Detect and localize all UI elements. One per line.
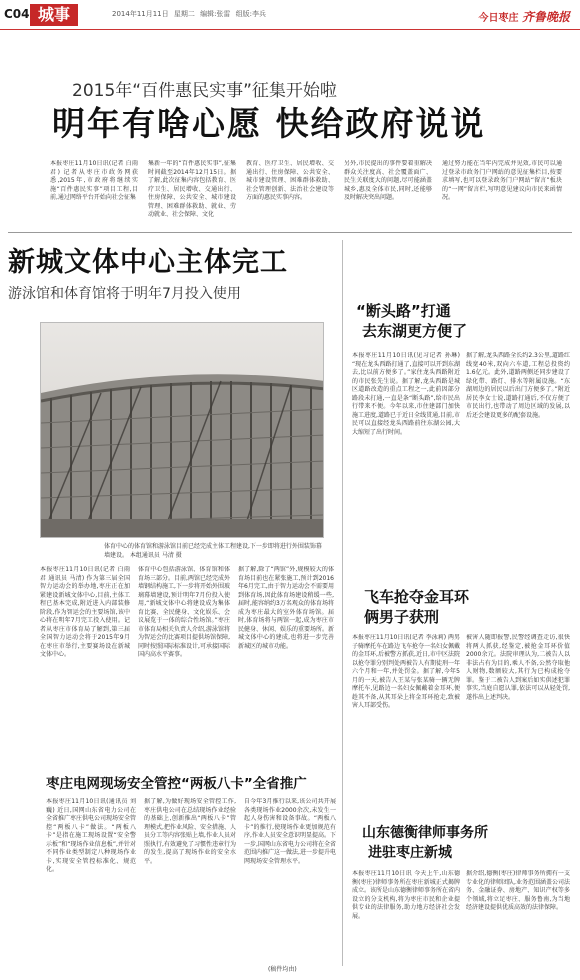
paper-prefix: 今日枣庄: [478, 13, 519, 24]
photo-caption: 体育中心的体育馆和游泳馆目前已经完成主体工程建设,下一步即将进行外围装饰幕墙建设。 本组通讯员 马清 摄: [104, 543, 322, 559]
dateline: 2014年11月11日 星期二 编辑:张雷 组版:李兵: [112, 10, 267, 18]
robbery-column-1: 本报枣庄11月10日讯(记者 李泳莉) 两男子骑摩托车在路边飞车抢夺一名妇女佩戴的金耳环,后被警方抓获,近日,市中区法院以抢夺罪分别判处两被告人有期徒刑一年六个月和一年,并处罚金。据了解,今年5月的一天,被告人王某与张某骑一辆无牌摩托车,见路边一名妇女佩戴着金耳环,便趁其不备,从其耳朵上将金耳环抢走,致被害人耳部受伤。: [352, 634, 460, 709]
road-headline-line-1: “断头路”打通: [356, 302, 451, 320]
lead-column-5: 通过努力能在当年内完成并见效,市民可以通过登录市政务门户网站的意见征集栏目,按要求填写,也可以登录政务门户网站“留言”板块的“一网”留言栏,写明意见建议向市民来函情况。: [442, 160, 562, 201]
masthead: [0, 0, 580, 30]
newspaper-name: [479, 8, 571, 25]
culture-column-2: 体育中心包括游泳馆、体育馆和体育场三部分。目前,两馆已经完成外墙钢结构施工,下一步将开始外围玻璃幕墙建设,预计明年7月份投入使用,“新城文体中心将建设成为集体育比赛、全民健身、文化娱乐、会议展览于一体的综合性场馆。”枣庄市体育局相关负责人介绍,游泳馆将为智运会的比赛项目提供场馆保障,同时按照国际标准设计,可承接国际国内高水平赛事。: [138, 566, 230, 658]
paper-brand-logo: 齐鲁晚报: [521, 10, 570, 24]
safety-headline: 枣庄电网现场安全管控“两板八卡”全省推广: [46, 776, 307, 792]
section-label: 城事: [30, 4, 78, 26]
safety-column-1: 本报枣庄11月10日讯(通讯员 刘巍) 近日,国网山东省电力公司在全省推广枣庄供电公司现场安全管控“两板八卡”做法。“两板八卡”是指在施工现场设置“安全警示板”和“现场作业信息板”,并针对不同作业类型制定八种现场作业卡,实现安全管控标准化、规范化。: [46, 798, 136, 873]
lead-column-4: 另外,市民提出的事件要着重解决群众关注度高、社会覆盖面广、民生关联度大的问题,尽可能涵盖城乡,惠及全体市民,同时,还能够及时解决突出问题。: [344, 160, 432, 201]
lead-column-1: 本报枣庄11月10日讯(记者 白雨君) 记者从枣庄市政务网获悉,2015年,市政府将继续实施“百件惠民实事”项目工程,目前,通过网络平台开始向社会征集: [50, 160, 138, 201]
law-firm-headline-line-1: 山东德衡律师事务所: [362, 825, 488, 841]
road-column-2: 据了解,龙头西路全长约2.3公里,道路红线宽40米,双向六车道,工程总投资约1.6亿元。此外,道路两侧还同步建设了绿化带、路灯、排水等附属设施。“东湖周边的居民以后出门方便多了。”附近居民李女士说,道路打通后,不仅方便了市民出行,也带动了周边区域的发展,以后还会建设更多的配套设施。: [466, 352, 570, 419]
robbery-headline-line-1: 飞车抢夺金耳环: [364, 588, 470, 606]
robbery-column-2: 被害人随即报警,民警经调查走访,很快将两人抓获,经鉴定,被抢金耳环价值2000余元。法院审理认为,二被告人以非法占有为目的,乘人不备,公然夺取他人财物,数额较大,其行为已构成抢夺罪。鉴于二被告人到案后如实供述犯罪事实,当庭自愿认罪,依法可以从轻处罚,遂作出上述判决。: [466, 634, 570, 701]
column-divider: [342, 240, 343, 966]
safety-column-2: 据了解,为做好现场安全管控工作,枣庄供电公司在总结现场作业经验的基础上,创新推出“两板八卡”管理模式,把作业风险、安全措施、人员分工等内容张贴上墙,作业人员对照执行,有效避免了习惯性违章行为的发生,提高了现场作业的安全水平。: [144, 798, 236, 865]
section-divider: [8, 232, 572, 233]
culture-column-3: 据了解,除了“两馆”外,规模较大的体育场目前也在紧张施工,预计到2016年6月完工,由于智力运动会不需要用到体育场,因此体育场建设稍缓一些,届时,能容纳约3万名观众的体育场将成为枣庄最大的室外体育场馆。届时,体育场将与两馆一起,成为枣庄市民健身、休闲、娱乐的重要场所。新城文体中心的建成,也将进一步完善新城区的城市功能。: [238, 566, 334, 650]
law-firm-column-2: 据介绍,德衡(枣庄)律师事务所拥有一支专业化的律师团队,业务范围涵盖公司法务、金融证券、房地产、知识产权等多个领域,将立足枣庄、服务鲁南,为当地经济建设提供优质高效的法律保障。: [466, 870, 570, 911]
road-column-1: 本报枣庄11月10日讯(见习记者 孙琳) “现在龙头西路打通了,直接可以开到东湖去,比以前方便多了。”家住龙头西路附近的市民张先生说。据了解,龙头西路是城区道路改造的重点工程之一,此前因部分路段未打通,一直是条“断头路”,给市民出行带来不便。今年以来,市住建部门加快施工进度,道路已于近日全线贯通,目前,市民可以直接经龙头西路前往东湖公园,大大缩短了出行时间。: [352, 352, 460, 436]
law-firm-headline-line-2: 进驻枣庄新城: [368, 845, 452, 861]
stadium-construction-photo: [40, 322, 324, 538]
lead-kicker: 2015年“百件惠民实事”征集开始啦: [72, 81, 337, 101]
road-headline-line-2: 去东湖更方便了: [362, 322, 468, 340]
continued-note: (稿件均由): [268, 966, 297, 973]
lead-column-2: 集新一年的“百件惠民实事”,征集时间截至2014年12月15日。据了解,此次征集内容包括教育、医疗卫生、居民增收、交通出行、住房保障、公共安全、城市建设管理、困难群体救助、就业、劳动就业、社会保障、文化: [148, 160, 236, 218]
culture-center-subhead: 游泳馆和体育馆将于明年7月投入使用: [8, 286, 241, 302]
robbery-headline-line-2: 俩男子获刑: [364, 608, 440, 626]
culture-center-headline: 新城文体中心主体完工: [8, 247, 288, 278]
law-firm-column-1: 本报枣庄11月10日讯 今天上午,山东德衡(枣庄)律师事务所在枣庄新城正式揭牌成立。该所是山东德衡律师事务所在省内设立的分支机构,将为枣庄市民和企业提供专业的法律服务,助力地方经济社会发展。: [352, 870, 460, 920]
lead-column-3: 教育、医疗卫生、居民增收、交通出行、住房保障、公共安全、城市建设管理、困难群体救助、社会管理创新、法治社会建设等方面的惠民实事内容。: [246, 160, 334, 201]
culture-column-1: 本报枣庄11月10日讯(记者 白雨君 通讯员 马清) 作为第三届全国智力运动会的举办地,枣庄正在加紧建设新城文体中心,目前,主体工程已基本完成,附近进入内部装修阶段,作为智运会的主要场馆,该中心将在明年7月完工投入使用。记者从枣庄市体育局了解到,第三届全国智力运动会将于2015年9月在枣庄市举行,主要赛场设在新城文体中心。: [40, 566, 130, 658]
lead-headline: 明年有啥心愿 快给政府说说: [52, 104, 486, 143]
safety-column-3: 自今年3月推行以来,该公司共开展各类现场作业2000余次,未发生一起人身伤害和设备事故。“两板八卡”的推行,使现场作业更加规范有序,作业人员安全意识明显提高。下一步,国网山东省电力公司将在全省范围内推广这一做法,进一步提升电网现场安全管理水平。: [244, 798, 336, 865]
page-number: C04: [4, 7, 30, 21]
